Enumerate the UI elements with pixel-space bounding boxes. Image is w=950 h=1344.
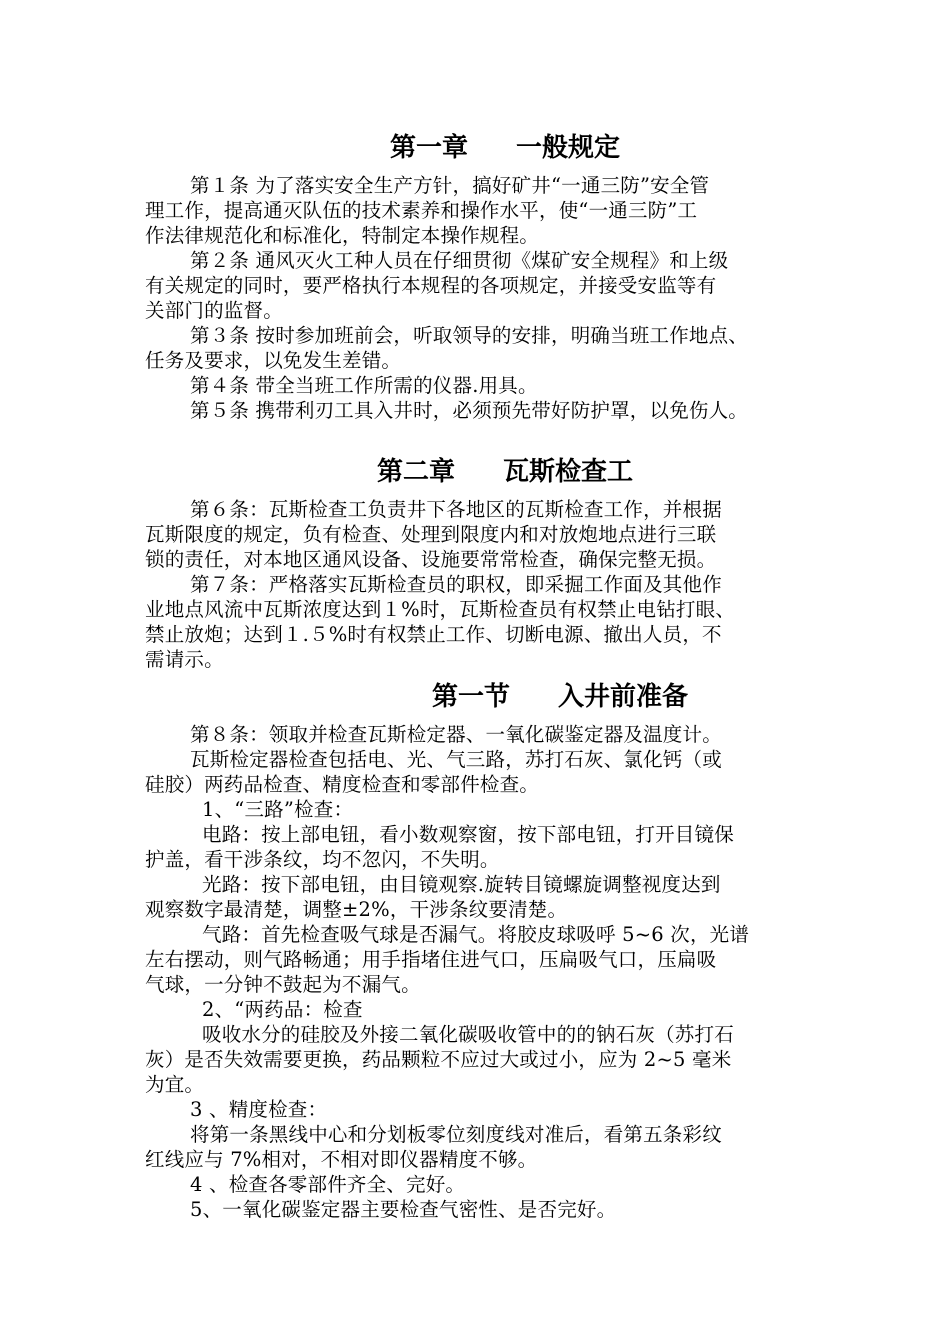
article-8-line-1: 第８条：领取并检查瓦斯检定器、一氧化碳鉴定器及温度计。	[190, 723, 722, 746]
paragraph-circuit	[145, 822, 820, 872]
article-2-line-2: 有关规定的同时，要严格执行本规程的各项规定，并接受安监等有	[145, 274, 717, 297]
article-3-line-1: 第３条 按时参加班前会，听取领导的安排，明确当班工作地点、	[190, 324, 748, 347]
paragraph-reagents	[145, 1022, 820, 1097]
reagents-line-3: 为宜。	[145, 1073, 205, 1096]
optical-line-2: 观察数字最清楚，调整±2%，干涉条纹要清楚。	[145, 898, 568, 921]
chapter-1-heading	[145, 133, 865, 163]
co-detector-line-1: 5、一氧化碳鉴定器主要检查气密性、是否完好。	[190, 1198, 617, 1221]
item-two-reagents	[145, 997, 820, 1022]
two-reagents-line-1: 2、“两药品：检查	[202, 998, 363, 1021]
reagents-line-1: 吸收水分的硅胶及外接二氧化碳吸收管中的的钠石灰（苏打石	[202, 1023, 734, 1046]
article-7-line-1: 第７条：严格落实瓦斯检查员的职权，即采掘工作面及其他作	[190, 573, 722, 596]
paragraph-gas-path	[145, 922, 820, 997]
optical-line-1: 光路：按下部电钮，由目镜观察.旋转目镜螺旋调整视度达到	[202, 873, 721, 896]
parts-line-1: 4 、检查各零部件齐全、完好。	[190, 1173, 466, 1196]
article-7-line-4: 需请示。	[145, 648, 224, 671]
article-6	[145, 497, 820, 572]
article-6-line-2: 瓦斯限度的规定，负有检查、处理到限度内和对放炮地点进行三联	[145, 523, 717, 546]
article-1-line-2: 理工作，提高通灭队伍的技术素养和操作水平，使“一通三防”工	[145, 199, 698, 222]
gas-detector-line-1: 瓦斯检定器检查包括电、光、气三路，苏打石灰、氯化钙（或	[190, 748, 722, 771]
gas-path-line-3: 气球，一分钟不鼓起为不漏气。	[145, 973, 421, 996]
chapter-1-number: 第一章	[389, 133, 468, 163]
circuit-line-2: 护盖，看干涉条纹，均不忽闪，不失明。	[145, 848, 500, 871]
chapter-1-title: 一般规定	[516, 133, 621, 163]
article-6-line-3: 锁的责任，对本地区通风设备、设施要常常检查，确保完整无损。	[145, 548, 717, 571]
gas-path-line-2: 左右摆动，则气路畅通；用手指堵住进气口，压扁吸气口，压扁吸	[145, 948, 717, 971]
article-1	[145, 173, 820, 248]
article-2-line-3: 关部门的监督。	[145, 299, 283, 322]
article-4	[145, 373, 820, 398]
article-1-line-3: 作法律规范化和标准化，特制定本操作规程。	[145, 224, 540, 247]
article-8	[145, 722, 820, 747]
article-3	[145, 323, 820, 373]
paragraph-precision	[145, 1122, 820, 1172]
article-5-line-1: 第５条 携带利刃工具入井时，必须预先带好防护罩，以免伤人。	[190, 399, 748, 422]
article-6-line-1: 第６条：瓦斯检查工负责井下各地区的瓦斯检查工作，并根据	[190, 498, 722, 521]
circuit-line-1: 电路：按上部电钮，看小数观察窗，按下部电钮，打开目镜保	[202, 823, 734, 846]
item-parts	[145, 1172, 820, 1197]
precision-text-line-1: 将第一条黑线中心和分划板零位刻度线对准后，看第五条彩纹	[190, 1123, 722, 1146]
section-1-number: 第一节	[431, 682, 510, 712]
precision-line-1: 3 、精度检查：	[190, 1098, 328, 1121]
article-4-line-1: 第４条 带全当班工作所需的仪器.用具。	[190, 374, 538, 397]
three-paths-line-1: 1、“三路”检查：	[202, 798, 354, 821]
item-precision	[145, 1097, 820, 1122]
chapter-2-heading	[145, 457, 865, 487]
paragraph-gas-detector	[145, 747, 820, 797]
article-2	[145, 248, 820, 323]
section-1-heading	[200, 682, 920, 712]
item-co-detector	[145, 1197, 820, 1222]
gas-path-line-1: 气路：首先检查吸气球是否漏气。将胶皮球吸呼 5~6 次，光谱	[202, 923, 750, 946]
paragraph-optical	[145, 872, 820, 922]
article-3-line-2: 任务及要求，以免发生差错。	[145, 349, 402, 372]
chapter-2-number: 第二章	[376, 457, 455, 487]
item-three-paths	[145, 797, 820, 822]
gas-detector-line-2: 硅胶）两药品检查、精度检查和零部件检查。	[145, 773, 540, 796]
article-7	[145, 572, 820, 672]
precision-text-line-2: 红线应与 7%相对，不相对即仪器精度不够。	[145, 1148, 538, 1171]
reagents-line-2: 灰）是否失效需要更换，药品颗粒不应过大或过小，应为 2~5 毫米	[145, 1048, 732, 1071]
article-7-line-2: 业地点风流中瓦斯浓度达到１%时，瓦斯检查员有权禁止电钻打眼、	[145, 598, 736, 621]
article-2-line-1: 第２条 通风灭火工种人员在仔细贯彻《煤矿安全规程》和上级	[190, 249, 729, 272]
article-5	[145, 398, 820, 423]
article-1-line-1: 第１条 为了落实安全生产方针，搞好矿井“一通三防”安全管	[190, 174, 710, 197]
chapter-2-title: 瓦斯检查工	[503, 457, 634, 487]
article-7-line-3: 禁止放炮；达到１.５%时有权禁止工作、切断电源、撤出人员，不	[145, 623, 722, 646]
section-1-title: 入井前准备	[558, 682, 689, 712]
